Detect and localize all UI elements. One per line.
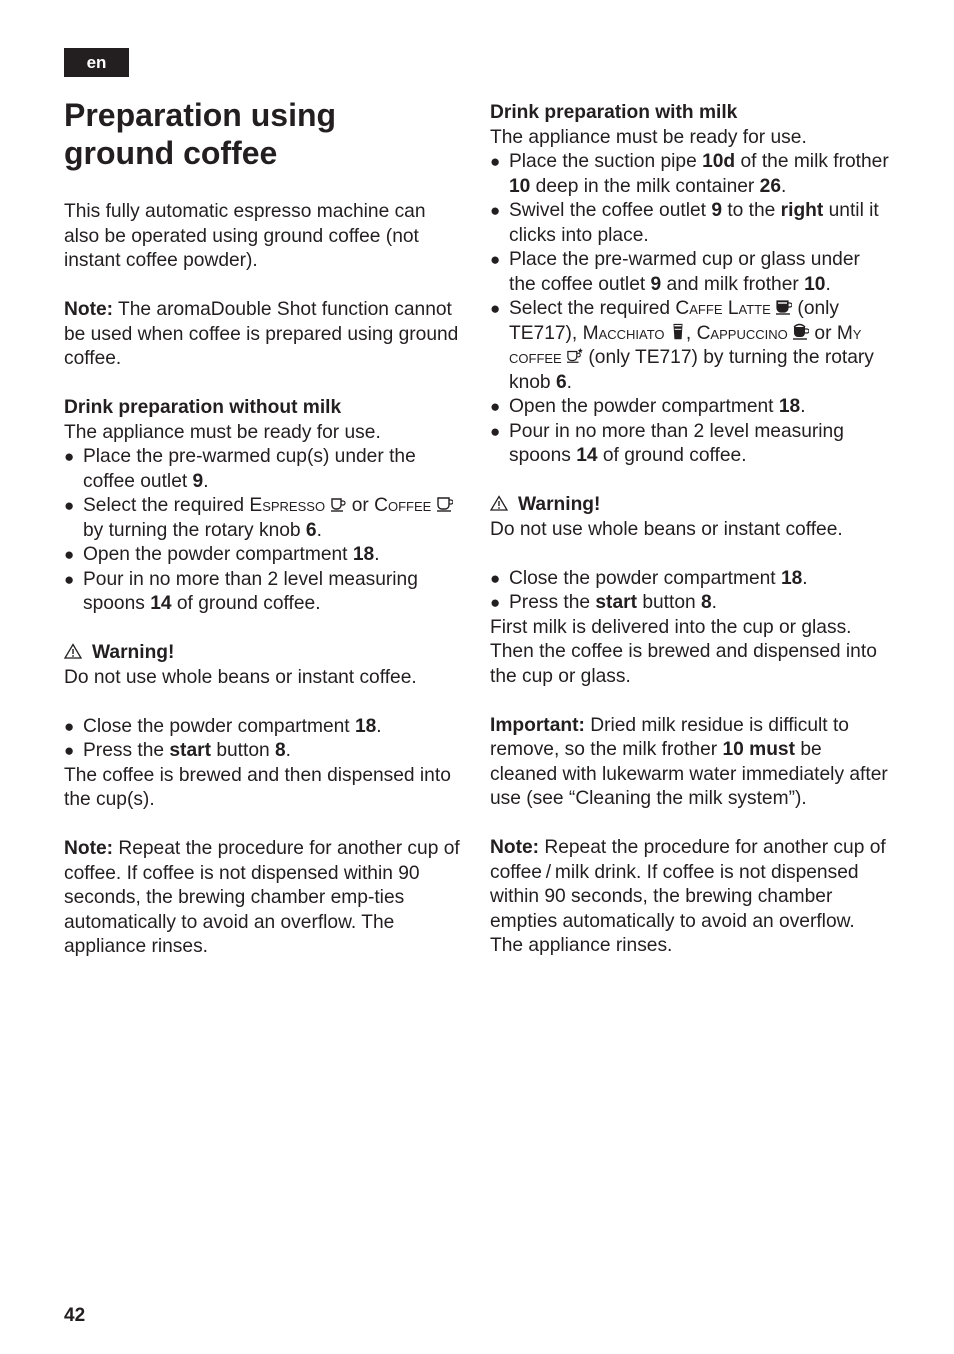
note-label: Note: bbox=[64, 299, 114, 320]
warning-triangle-icon bbox=[64, 643, 82, 659]
result-text: The coffee is brewed and then dispensed into the cup(s). bbox=[64, 764, 451, 810]
my-coffee-cup-icon bbox=[567, 347, 583, 365]
steps-list bbox=[64, 445, 464, 617]
list-item: ● Press the start button 8. bbox=[64, 740, 292, 761]
title-line-1: Preparation using bbox=[64, 97, 337, 133]
list-item: ● Place the pre-warmed cup or glass under the coffee outlet 9 and milk frother 10. bbox=[490, 249, 860, 295]
title-line-2: ground coffee bbox=[64, 135, 278, 171]
list-item: ● Swivel the coffee outlet 9 to the right until it clicks into place. bbox=[490, 200, 879, 246]
important-paragraph: Important: Dried milk residue is difficult to remove, so the milk frother 10 must be cleaned with lukewarm water immediately after use (see “Cleaning the milk system”). bbox=[490, 714, 888, 809]
list-item: ● Select the required Espresso or Coffee by turning the rotary knob 6. bbox=[64, 494, 464, 543]
page-title bbox=[64, 96, 464, 172]
steps-list bbox=[490, 567, 890, 616]
ready-text: The appliance must be ready for use. bbox=[490, 126, 807, 148]
warning-heading: Warning! bbox=[64, 641, 464, 666]
list-item: ● Open the powder compartment 18. bbox=[490, 396, 806, 417]
macchiato-glass-icon bbox=[670, 323, 686, 341]
warning-triangle-icon bbox=[490, 495, 508, 511]
language-tab: en bbox=[64, 48, 129, 77]
list-item: ● Press the start button 8. bbox=[490, 592, 718, 613]
warning-text: Do not use whole beans or instant coffee. bbox=[490, 518, 843, 540]
steps-list bbox=[490, 150, 890, 469]
steps-list bbox=[64, 715, 464, 764]
note-paragraph: Note: Repeat the procedure for another cup of coffee. If coffee is not dispensed within 90 seconds, the brewing chamber emp-ties automatically to avoid an overflow. The appliance rinses. bbox=[64, 838, 460, 957]
coffee-cup-icon bbox=[437, 495, 453, 513]
warning-text: Do not use whole beans or instant coffee. bbox=[64, 666, 417, 688]
cappuccino-cup-icon bbox=[793, 323, 809, 341]
list-item: ● Select the required Caffe Latte (only TE717), Macchiato , Cappuccino or My coffee (only TE717) by turning the rotary knob 6. bbox=[490, 298, 874, 393]
espresso-cup-icon bbox=[330, 495, 346, 513]
list-item: ● Close the powder compartment 18. bbox=[490, 567, 808, 589]
list-item: ● Pour in no more than 2 level measuring spoons 14 of ground coffee. bbox=[490, 420, 844, 466]
list-item: ● Open the powder compartment 18. bbox=[64, 544, 380, 565]
result-text: First milk is delivered into the cup or glass. Then the coffee is brewed and dispensed into the cup or glass. bbox=[490, 616, 877, 687]
note-paragraph: Note: Repeat the procedure for another cup of coffee / milk drink. If coffee is not dispensed within 90 seconds, the brewing chamber empties automatically to avoid an overflow. The appliance rinses. bbox=[490, 837, 886, 956]
list-item: ● Close the powder compartment 18. bbox=[64, 715, 382, 737]
page-number: 42 bbox=[64, 1305, 86, 1326]
list-item: ● Place the suction pipe 10d of the milk frother 10 deep in the milk container 26. bbox=[490, 151, 889, 197]
list-item: ● Place the pre-warmed cup(s) under the coffee outlet 9. bbox=[64, 446, 416, 492]
warning-heading: Warning! bbox=[490, 493, 890, 518]
note-paragraph bbox=[64, 298, 464, 372]
intro-paragraph: This fully automatic espresso machine can also be operated using ground coffee (not instant coffee powder). bbox=[64, 201, 426, 271]
list-item: ● Pour in no more than 2 level measuring spoons 14 of ground coffee. bbox=[64, 568, 418, 614]
caffe-latte-icon bbox=[776, 298, 792, 316]
right-column bbox=[490, 101, 890, 959]
ready-text: The appliance must be ready for use. bbox=[64, 421, 381, 443]
section-heading-with-milk: Drink preparation with milk bbox=[490, 102, 738, 123]
section-heading-without-milk: Drink preparation without milk bbox=[64, 397, 342, 418]
left-column bbox=[64, 200, 464, 960]
note-text: The aromaDouble Shot function cannot be used when coffee is prepared using ground coffee. bbox=[64, 299, 459, 369]
